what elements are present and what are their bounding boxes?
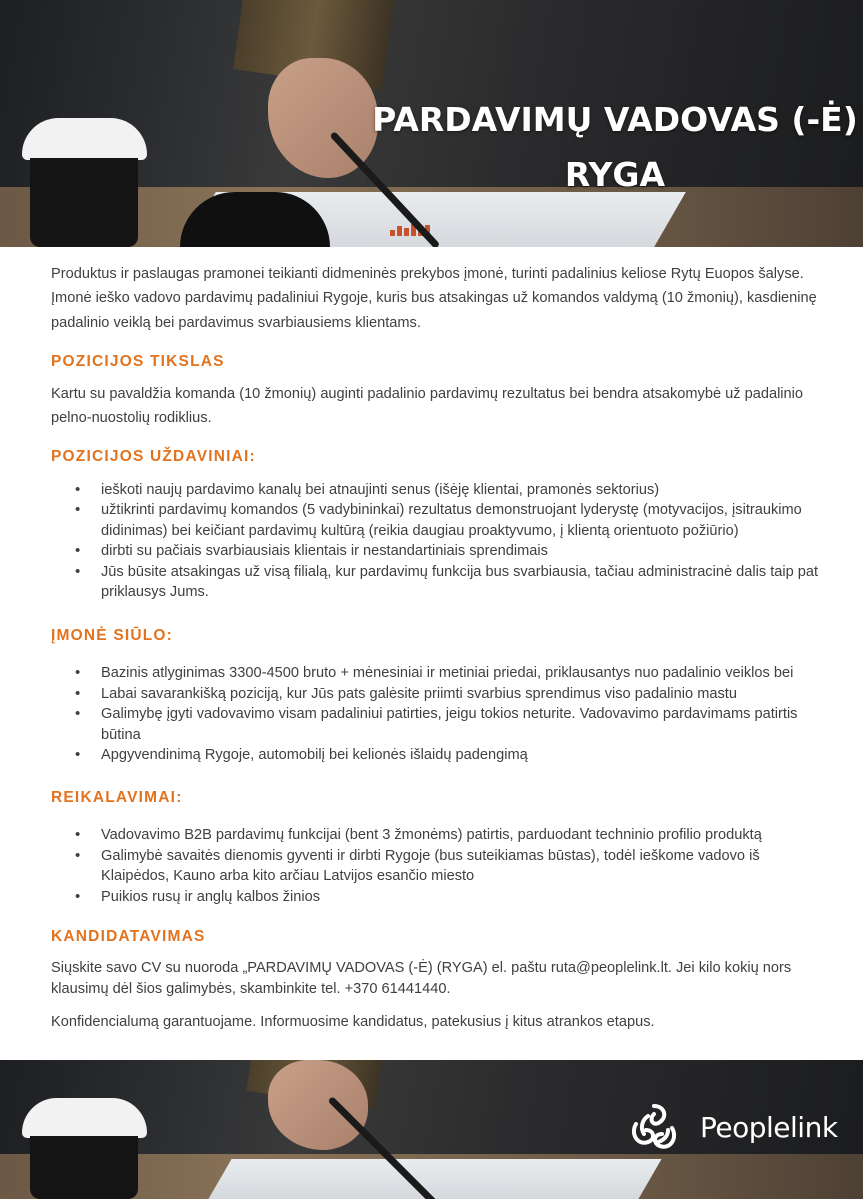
peoplelink-logo-icon (628, 1102, 680, 1152)
requirements-list (51, 825, 821, 907)
banner-photo-paper (208, 1159, 661, 1199)
section-title-tasks: POZICIJOS UŽDAVINIAI: (51, 448, 256, 466)
list-item: • užtikrinti pardavimų komandos (5 vadybininkai) rezultatus demonstruojant lyderystę (motyvacijos, įsitraukimo didinimas) bei keičiant pardavimų kultūrą (reikia daugiau proaktyvumo, į klientą orientuoto požiūrio) (51, 500, 821, 541)
confidentiality-paragraph: Konfidencialumą garantuojame. Informuosime kandidatus, patekusius į kitus atrankos etapus. (51, 1013, 655, 1030)
apply-paragraph: Siųskite savo CV su nuoroda „PARDAVIMŲ VADOVAS (-Ė) (RYGA) el. paštu ruta@peoplelink.lt. Jei kilo kokių nors klausimų dėl šios galimybės, skambinkite tel. +370 61441440. (51, 959, 792, 997)
job-title (365, 92, 863, 202)
banner-photo-cup (30, 158, 138, 247)
section-title-goal: POZICIJOS TIKSLAS (51, 353, 225, 371)
banner-photo-cup (30, 1136, 138, 1199)
banner-photo-cup-lid (22, 118, 147, 160)
offer-list (51, 663, 821, 766)
list-item: • Apgyvendinimą Rygoje, automobilį bei kelionės išlaidų padengimą (51, 745, 821, 766)
list-item: • ieškoti naujų pardavimo kanalų bei atnaujinti senus (išėję klientai, pramonės sektorius) (51, 480, 821, 501)
list-item: • Galimybę įgyti vadovavimo visam padaliniui patirties, jeigu tokios neturite. Vadovavimo pardavimams patirtis būtina (51, 704, 821, 745)
peoplelink-logo-text: Peoplelink (700, 1110, 838, 1144)
tasks-list (51, 480, 821, 603)
section-title-offer: ĮMONĖ SIŪLO: (51, 626, 174, 644)
list-item: • Vadovavimo B2B pardavimų funkcijai (bent 3 žmonėms) patirtis, parduodant techninio profilio produktą (51, 825, 821, 846)
list-item: • Labai savarankišką poziciją, kur Jūs pats galėsite priimti svarbius sprendimus viso padalinio mastu (51, 684, 821, 705)
peoplelink-logo (628, 1102, 838, 1152)
list-item: • Puikios rusų ir anglų kalbos žinios (51, 887, 821, 908)
intro-paragraph: Produktus ir paslaugas pramonei teikianti didmeninės prekybos įmonė, turinti padalinius keliose Rytų Euopos šalyse. Įmonė ieško vadovo pardavimų padaliniui Rygoje, kuris bus atsakingas už komandos valdymą (10 žmonių), kasdieninę padalinio veiklą bei pardavimus svarbiausiems klientams. (51, 266, 817, 331)
banner-photo-cup-lid (22, 1098, 147, 1138)
goal-paragraph: Kartu su pavaldžia komanda (10 žmonių) auginti padalinio pardavimų rezultatus bei bendra atsakomybė už padalinio pelno-nuostolių rodiklius. (51, 385, 804, 427)
section-title-requirements: REIKALAVIMAI: (51, 788, 183, 806)
list-item: • dirbti su pačiais svarbiausiais klientais ir nestandartiniais sprendimais (51, 541, 821, 562)
list-item: • Bazinis atlyginimas 3300-4500 bruto + mėnesiniai ir metiniai priedai, priklausantys nuo padalinio veiklos bei (51, 663, 821, 684)
job-title-line1: PARDAVIMŲ VADOVAS (-Ė) (372, 100, 858, 139)
job-title-line2: RYGA (564, 155, 666, 194)
section-title-apply: KANDIDATAVIMAS (51, 928, 206, 946)
list-item: • Galimybė savaitės dienomis gyventi ir dirbti Rygoje (bus suteikiamas būstas), todėl ieškome vadovo iš Klaipėdos, Kauno arba kito arčiau Latvijos esančio miesto (51, 846, 821, 887)
job-description (51, 262, 821, 1034)
header-banner (0, 0, 863, 247)
list-item: • Jūs būsite atsakingas už visą filialą, kur pardavimų funkcija bus svarbiausia, tačiau administracinė dalis taip pat priklausys Jums. (51, 562, 821, 603)
banner-photo-hand (268, 1060, 368, 1150)
